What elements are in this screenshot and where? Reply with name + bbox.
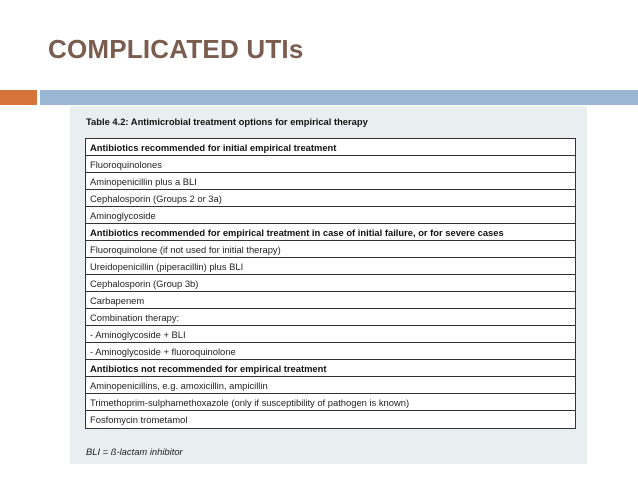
slide-title: COMPLICATED UTIs bbox=[48, 34, 304, 64]
table-row: - Aminoglycoside + fluoroquinolone bbox=[86, 343, 575, 360]
table-row: Fosfomycin trometamol bbox=[90, 414, 188, 425]
treatment-table bbox=[85, 138, 576, 429]
table-caption: Table 4.2: Antimicrobial treatment options for empirical therapy bbox=[86, 116, 368, 127]
table-row: Fluoroquinolones bbox=[86, 156, 575, 173]
accent-bar-orange bbox=[0, 90, 37, 105]
table-row: Aminopenicillin plus a BLI bbox=[86, 173, 575, 190]
table-row: - Aminoglycoside + BLI bbox=[86, 326, 575, 343]
table-row: Ureidopenicillin (piperacillin) plus BLI bbox=[86, 258, 575, 275]
table-row: Cephalosporin (Groups 2 or 3a) bbox=[86, 190, 575, 207]
table-section-header: Antibiotics recommended for empirical treatment in case of initial failure, or for severe cases bbox=[86, 224, 575, 241]
table-row: Trimethoprim-sulphamethoxazole (only if susceptibility of pathogen is known) bbox=[86, 394, 575, 411]
table-footnote: BLI = ß-lactam inhibitor bbox=[86, 446, 183, 457]
table-panel bbox=[70, 106, 587, 464]
table-section-header: Antibiotics recommended for initial empirical treatment bbox=[86, 139, 575, 156]
accent-bar-blue bbox=[40, 90, 638, 105]
table-row: Aminopenicillins, e.g. amoxicillin, ampicillin bbox=[86, 377, 575, 394]
table-section-header: Antibiotics not recommended for empirical treatment bbox=[86, 360, 575, 377]
table-row: Fluoroquinolone (if not used for initial therapy) bbox=[86, 241, 575, 258]
table-row: Aminoglycoside bbox=[86, 207, 575, 224]
table-row: Cephalosporin (Group 3b) bbox=[86, 275, 575, 292]
table-row: Carbapenem bbox=[86, 292, 575, 309]
table-row: Combination therapy: bbox=[86, 309, 575, 326]
